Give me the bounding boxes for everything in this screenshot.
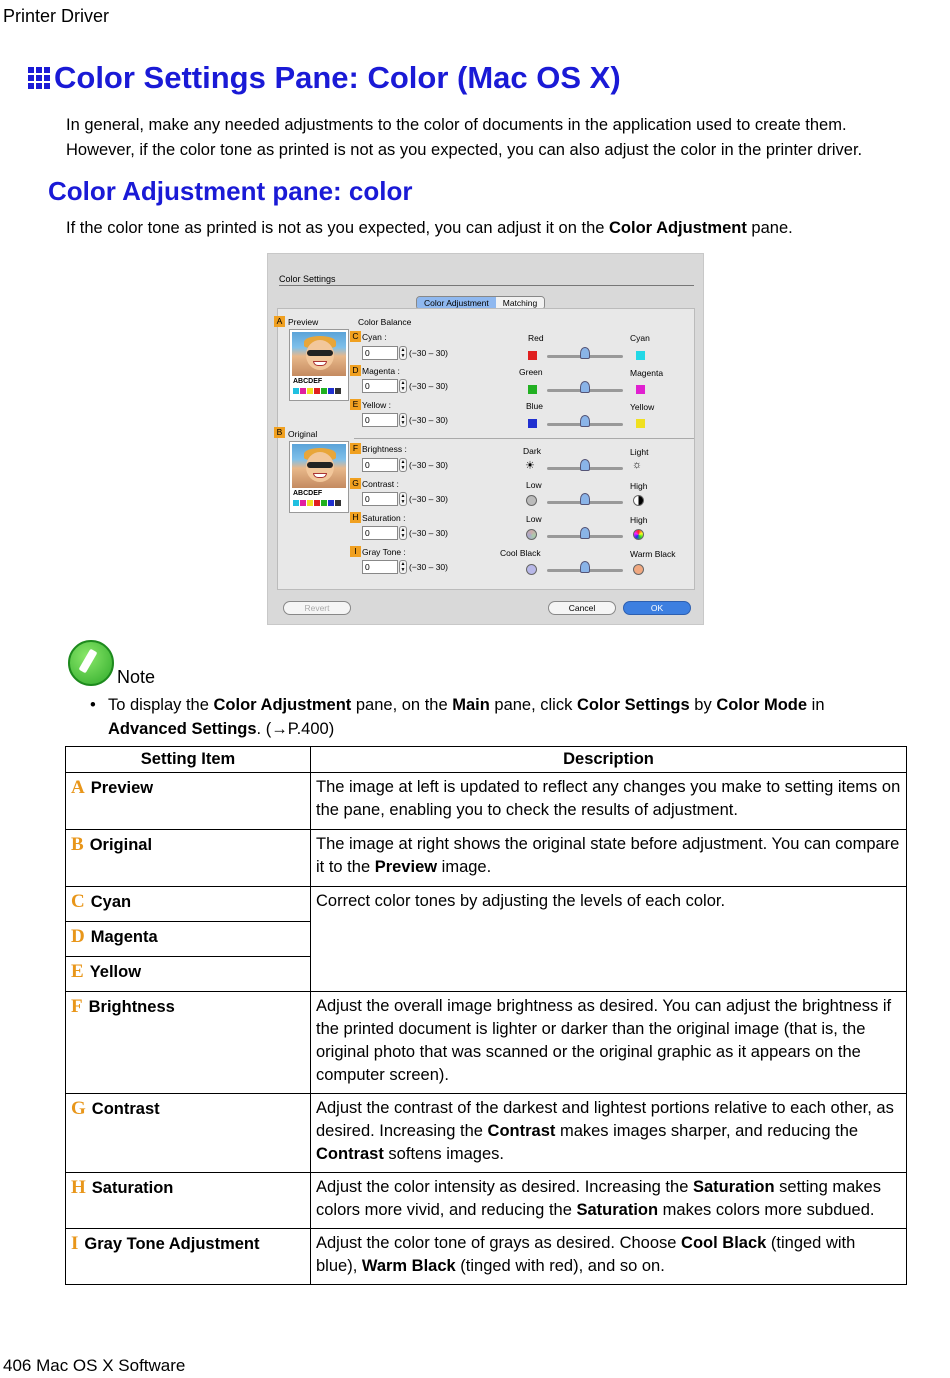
saturation-label: Saturation : — [362, 513, 406, 523]
gray-tone-label: Gray Tone : — [362, 547, 406, 557]
warm-black-icon — [633, 564, 644, 575]
table-row — [66, 830, 907, 887]
magenta-label: Magenta : — [362, 366, 400, 376]
warm-black-label: Warm Black — [630, 549, 676, 559]
color-settings-screenshot — [267, 253, 704, 625]
settings-table — [65, 746, 907, 1285]
magenta-slider-knob[interactable] — [580, 381, 590, 393]
setting-item: F Brightness — [66, 992, 311, 1094]
preview-label: Preview — [288, 317, 319, 327]
setting-description: The image at left is updated to reflect any changes you make to setting items on the pane, enabling you to check the results of adjustment. — [311, 773, 907, 830]
contrast-high-label: High — [630, 481, 648, 491]
saturation-high-label: High — [630, 515, 648, 525]
divider — [354, 438, 694, 439]
note-pencil-icon — [68, 640, 114, 686]
adjustment-panel — [277, 308, 695, 590]
cyan-swatch — [636, 351, 645, 360]
contrast-slider-knob[interactable] — [580, 493, 590, 505]
dark-label: Dark — [523, 446, 541, 456]
cancel-button[interactable]: Cancel — [548, 601, 616, 615]
magenta-range: (−30 – 30) — [409, 381, 448, 391]
cyan-range: (−30 – 30) — [409, 348, 448, 358]
badge-e: E — [350, 399, 361, 410]
magenta-swatch — [636, 385, 645, 394]
tab-matching[interactable]: Matching — [496, 297, 545, 309]
table-row — [66, 1173, 907, 1229]
gray-tone-stepper[interactable]: ▲ ▼ — [400, 561, 406, 573]
badge-d: D — [350, 365, 361, 376]
contrast-low-icon — [526, 495, 537, 506]
setting-description: Adjust the overall image brightness as desired. You can adjust the brightness if the printed document is lighter or darker than the original image (that is, the original photo that was scanned or the original graphic as it appears on the computer screen). — [311, 992, 907, 1094]
note-text: To display the Color Adjustment pane, on the Main pane, click Color Settings by Color Mode in Advanced Settings. (→P.400) — [108, 696, 825, 738]
brightness-stepper[interactable]: ▲ ▼ — [400, 459, 406, 471]
title-row — [28, 60, 621, 96]
brightness-range: (−30 – 30) — [409, 460, 448, 470]
brightness-input[interactable]: 0 — [362, 458, 398, 472]
saturation-high-icon — [633, 529, 644, 540]
contrast-label: Contrast : — [362, 479, 399, 489]
table-row — [66, 992, 907, 1094]
setting-description: Adjust the contrast of the darkest and lightest portions relative to each other, as desired. Increasing the Contrast makes images sharper, and reducing the Contrast softens images. — [311, 1094, 907, 1173]
cool-black-icon — [526, 564, 537, 575]
green-label: Green — [519, 367, 543, 377]
saturation-slider-knob[interactable] — [580, 527, 590, 539]
setting-item: A Preview — [66, 773, 311, 830]
setting-item: D Magenta — [66, 922, 311, 957]
cool-black-label: Cool Black — [500, 548, 541, 558]
table-row — [66, 887, 907, 922]
red-swatch — [528, 351, 537, 360]
intro-line-2: However, if the color tone as printed is not as you expected, you can also adjust the color in the printer driver. — [66, 141, 863, 159]
sample-text-original: ABCDEF — [293, 490, 323, 497]
sun-dim-icon: ☀ — [525, 460, 535, 472]
table-row — [66, 1094, 907, 1173]
page-footer: 406 Mac OS X Software — [3, 1356, 186, 1375]
setting-description: The image at right shows the original state before adjustment. You can compare it to the Preview image. — [311, 830, 907, 887]
bullet-icon: • — [90, 696, 96, 714]
red-label: Red — [528, 333, 544, 343]
cyan-slider-knob[interactable] — [580, 347, 590, 359]
badge-f: F — [350, 443, 361, 454]
magenta-end-label: Magenta — [630, 368, 664, 378]
saturation-input[interactable]: 0 — [362, 526, 398, 540]
cyan-label: Cyan : — [362, 332, 387, 342]
table-row — [66, 1229, 907, 1285]
note-label: Note — [117, 667, 156, 687]
yellow-swatch — [636, 419, 645, 428]
gray-tone-range: (−30 – 30) — [409, 562, 448, 572]
yellow-slider-knob[interactable] — [580, 415, 590, 427]
magenta-input[interactable]: 0 — [362, 379, 398, 393]
table-row — [66, 773, 907, 830]
badge-g: G — [350, 478, 361, 489]
brightness-slider-knob[interactable] — [580, 459, 590, 471]
blue-label: Blue — [526, 401, 544, 411]
cyan-stepper[interactable]: ▲ ▼ — [400, 347, 406, 359]
divider — [279, 285, 694, 286]
badge-h: H — [350, 512, 361, 523]
tab-color-adjustment[interactable]: Color Adjustment — [417, 297, 496, 309]
light-label: Light — [630, 447, 649, 457]
original-image — [289, 441, 349, 513]
gray-tone-slider-knob[interactable] — [580, 561, 590, 573]
gray-tone-input[interactable]: 0 — [362, 560, 398, 574]
sample-text: ABCDEF — [293, 378, 323, 385]
color-balance-label: Color Balance — [358, 317, 412, 327]
yellow-end-label: Yellow — [630, 402, 655, 412]
contrast-range: (−30 – 30) — [409, 494, 448, 504]
contrast-stepper[interactable]: ▲ ▼ — [400, 493, 406, 505]
yellow-input[interactable]: 0 — [362, 413, 398, 427]
yellow-range: (−30 – 30) — [409, 415, 448, 425]
saturation-range: (−30 – 30) — [409, 528, 448, 538]
ok-button[interactable]: OK — [623, 601, 691, 615]
green-swatch — [528, 385, 537, 394]
saturation-stepper[interactable]: ▲ ▼ — [400, 527, 406, 539]
setting-description: Adjust the color tone of grays as desired. Choose Cool Black (tinged with blue), Warm Black (tinged with red), and so on. — [311, 1229, 907, 1285]
setting-item: I Gray Tone Adjustment — [66, 1229, 311, 1285]
cyan-end-label: Cyan — [630, 333, 650, 343]
blue-swatch — [528, 419, 537, 428]
badge-b: B — [274, 427, 285, 438]
setting-item: G Contrast — [66, 1094, 311, 1173]
setting-item: E Yellow — [66, 957, 311, 992]
grid-icon — [28, 67, 50, 89]
original-label: Original — [288, 429, 318, 439]
magenta-stepper[interactable]: ▲ ▼ — [400, 380, 406, 392]
badge-a: A — [274, 316, 285, 327]
table-header-row — [66, 747, 907, 773]
window-title: Color Settings — [279, 274, 336, 284]
setting-item: B Original — [66, 830, 311, 887]
setting-item: H Saturation — [66, 1173, 311, 1229]
sun-bright-icon: ☼ — [632, 459, 643, 471]
badge-i: I — [350, 546, 361, 557]
contrast-high-icon — [633, 495, 644, 506]
intro-line-1: In general, make any needed adjustments to the color of documents in the application used to create them. — [66, 116, 847, 134]
yellow-label: Yellow : — [362, 400, 391, 410]
setting-description: Adjust the color intensity as desired. Increasing the Saturation setting makes colors more vivid, and reducing the Saturation makes colors more subdued. — [311, 1173, 907, 1229]
section-title: Color Adjustment pane: color — [48, 176, 413, 206]
revert-button[interactable]: Revert — [283, 601, 351, 615]
contrast-low-label: Low — [526, 480, 542, 490]
setting-item: C Cyan — [66, 887, 311, 922]
saturation-low-label: Low — [526, 514, 542, 524]
badge-c: C — [350, 331, 361, 342]
saturation-low-icon — [526, 529, 537, 540]
page-title: Color Settings Pane: Color (Mac OS X) — [54, 60, 621, 95]
preview-image — [289, 329, 349, 401]
cyan-input[interactable]: 0 — [362, 346, 398, 360]
yellow-stepper[interactable]: ▲ ▼ — [400, 414, 406, 426]
setting-description: Correct color tones by adjusting the levels of each color. — [311, 887, 907, 992]
brightness-label: Brightness : — [362, 444, 407, 454]
column-header: Setting Item — [66, 747, 311, 773]
contrast-input[interactable]: 0 — [362, 492, 398, 506]
column-header: Description — [311, 747, 907, 773]
section-paragraph: If the color tone as printed is not as you expected, you can adjust it on the Color Adjustment pane. — [66, 219, 793, 237]
running-header: Printer Driver — [3, 6, 110, 26]
